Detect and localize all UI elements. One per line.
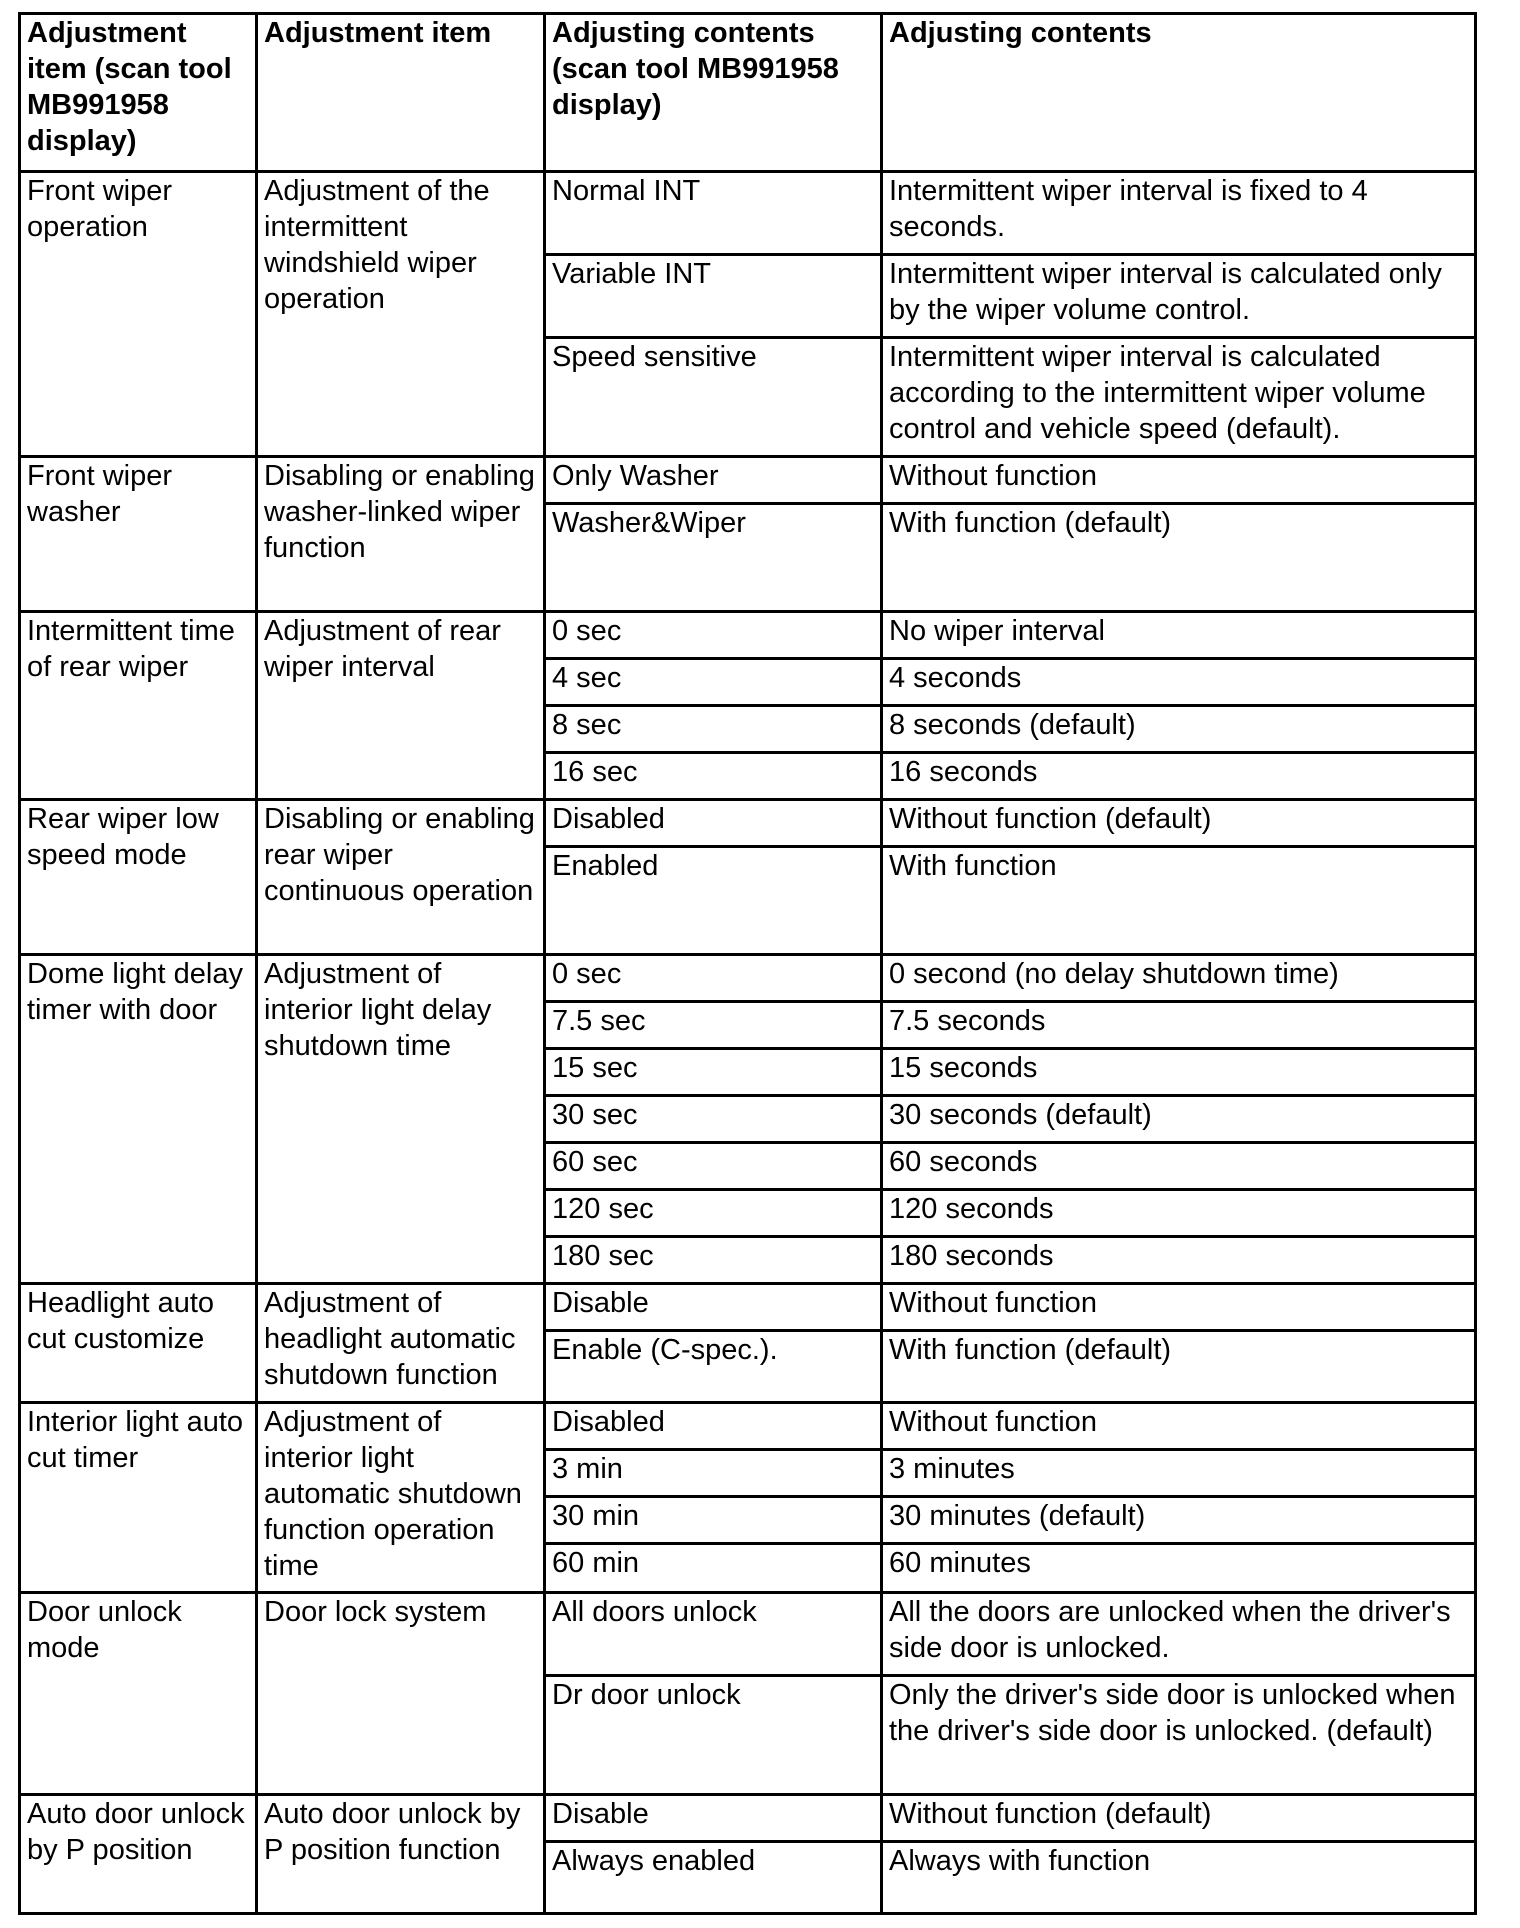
option-contents-cell: All the doors are unlocked when the driver's side door is unlocked. — [882, 1593, 1476, 1676]
option-display-cell: Dr door unlock — [545, 1676, 882, 1795]
item-cell: Disabling or enabling washer-linked wiper function — [257, 457, 545, 612]
option-display-cell: 16 sec — [545, 753, 882, 800]
table-row — [20, 955, 1476, 1002]
option-display-cell: All doors unlock — [545, 1593, 882, 1676]
item-display-cell: Front wiper operation — [20, 172, 257, 457]
table-header-row — [20, 14, 1476, 172]
option-display-cell: Washer&Wiper — [545, 504, 882, 612]
option-display-cell: Disabled — [545, 1403, 882, 1450]
option-display-cell: 30 sec — [545, 1096, 882, 1143]
option-display-cell: Always enabled — [545, 1842, 882, 1914]
item-display-cell: Door unlock mode — [20, 1593, 257, 1795]
option-contents-cell: 4 seconds — [882, 659, 1476, 706]
item-cell: Adjustment of interior light delay shutdown time — [257, 955, 545, 1284]
header-item: Adjustment item — [257, 14, 545, 172]
option-contents-cell: Always with function — [882, 1842, 1476, 1914]
option-display-cell: 0 sec — [545, 955, 882, 1002]
table-row — [20, 612, 1476, 659]
table-row — [20, 1284, 1476, 1331]
option-display-cell: Normal INT — [545, 172, 882, 255]
header-contents: Adjusting contents — [882, 14, 1476, 172]
option-contents-cell: Intermittent wiper interval is fixed to 4 seconds. — [882, 172, 1476, 255]
item-display-cell: Headlight auto cut customize — [20, 1284, 257, 1403]
item-cell: Adjustment of headlight automatic shutdown function — [257, 1284, 545, 1403]
option-display-cell: 30 min — [545, 1497, 882, 1544]
item-cell: Adjustment of the intermittent windshield wiper operation — [257, 172, 545, 457]
option-contents-cell: 8 seconds (default) — [882, 706, 1476, 753]
option-display-cell: 120 sec — [545, 1190, 882, 1237]
item-cell: Auto door unlock by P position function — [257, 1795, 545, 1914]
option-display-cell: 180 sec — [545, 1237, 882, 1284]
item-display-cell: Intermittent time of rear wiper — [20, 612, 257, 800]
document-page — [18, 12, 1477, 1915]
option-contents-cell: Without function — [882, 1403, 1476, 1450]
option-contents-cell: 180 seconds — [882, 1237, 1476, 1284]
option-display-cell: 15 sec — [545, 1049, 882, 1096]
option-contents-cell: With function — [882, 847, 1476, 955]
option-display-cell: Disabled — [545, 800, 882, 847]
option-contents-cell: Only the driver's side door is unlocked when the driver's side door is unlocked. (default) — [882, 1676, 1476, 1795]
option-display-cell: 3 min — [545, 1450, 882, 1497]
option-contents-cell: 0 second (no delay shutdown time) — [882, 955, 1476, 1002]
item-cell: Adjustment of rear wiper interval — [257, 612, 545, 800]
item-display-cell: Interior light auto cut timer — [20, 1403, 257, 1593]
option-display-cell: Disable — [545, 1795, 882, 1842]
option-display-cell: 0 sec — [545, 612, 882, 659]
option-display-cell: Enable (C-spec.). — [545, 1331, 882, 1403]
item-cell: Adjustment of interior light automatic shutdown function operation time — [257, 1403, 545, 1593]
option-contents-cell: Without function — [882, 457, 1476, 504]
table-row — [20, 1795, 1476, 1842]
table-row — [20, 172, 1476, 255]
option-contents-cell: Intermittent wiper interval is calculated only by the wiper volume control. — [882, 255, 1476, 338]
item-display-cell: Front wiper washer — [20, 457, 257, 612]
option-contents-cell: No wiper interval — [882, 612, 1476, 659]
option-contents-cell: 16 seconds — [882, 753, 1476, 800]
option-contents-cell: 60 minutes — [882, 1544, 1476, 1593]
option-contents-cell: With function (default) — [882, 504, 1476, 612]
option-contents-cell: 120 seconds — [882, 1190, 1476, 1237]
option-contents-cell: 30 minutes (default) — [882, 1497, 1476, 1544]
table-row — [20, 800, 1476, 847]
item-cell: Disabling or enabling rear wiper continuous operation — [257, 800, 545, 955]
header-contents-display: Adjusting contents (scan tool MB991958 display) — [545, 14, 882, 172]
table-row — [20, 1403, 1476, 1450]
item-display-cell: Rear wiper low speed mode — [20, 800, 257, 955]
option-contents-cell: Intermittent wiper interval is calculated according to the intermittent wiper volume control and vehicle speed (default). — [882, 338, 1476, 457]
option-contents-cell: 30 seconds (default) — [882, 1096, 1476, 1143]
option-display-cell: 8 sec — [545, 706, 882, 753]
option-contents-cell: With function (default) — [882, 1331, 1476, 1403]
table-row — [20, 1593, 1476, 1676]
option-display-cell: Only Washer — [545, 457, 882, 504]
header-item-display: Adjustment item (scan tool MB991958 display) — [20, 14, 257, 172]
option-display-cell: Disable — [545, 1284, 882, 1331]
option-contents-cell: 15 seconds — [882, 1049, 1476, 1096]
option-contents-cell: 3 minutes — [882, 1450, 1476, 1497]
option-display-cell: Variable INT — [545, 255, 882, 338]
option-display-cell: 60 sec — [545, 1143, 882, 1190]
option-display-cell: 4 sec — [545, 659, 882, 706]
adjustment-table — [18, 12, 1477, 1915]
option-contents-cell: Without function — [882, 1284, 1476, 1331]
option-display-cell: 7.5 sec — [545, 1002, 882, 1049]
option-contents-cell: 60 seconds — [882, 1143, 1476, 1190]
item-cell: Door lock system — [257, 1593, 545, 1795]
table-row — [20, 457, 1476, 504]
item-display-cell: Auto door unlock by P position — [20, 1795, 257, 1914]
option-contents-cell: Without function (default) — [882, 1795, 1476, 1842]
option-display-cell: 60 min — [545, 1544, 882, 1593]
option-contents-cell: 7.5 seconds — [882, 1002, 1476, 1049]
option-display-cell: Enabled — [545, 847, 882, 955]
item-display-cell: Dome light delay timer with door — [20, 955, 257, 1284]
option-display-cell: Speed sensitive — [545, 338, 882, 457]
option-contents-cell: Without function (default) — [882, 800, 1476, 847]
